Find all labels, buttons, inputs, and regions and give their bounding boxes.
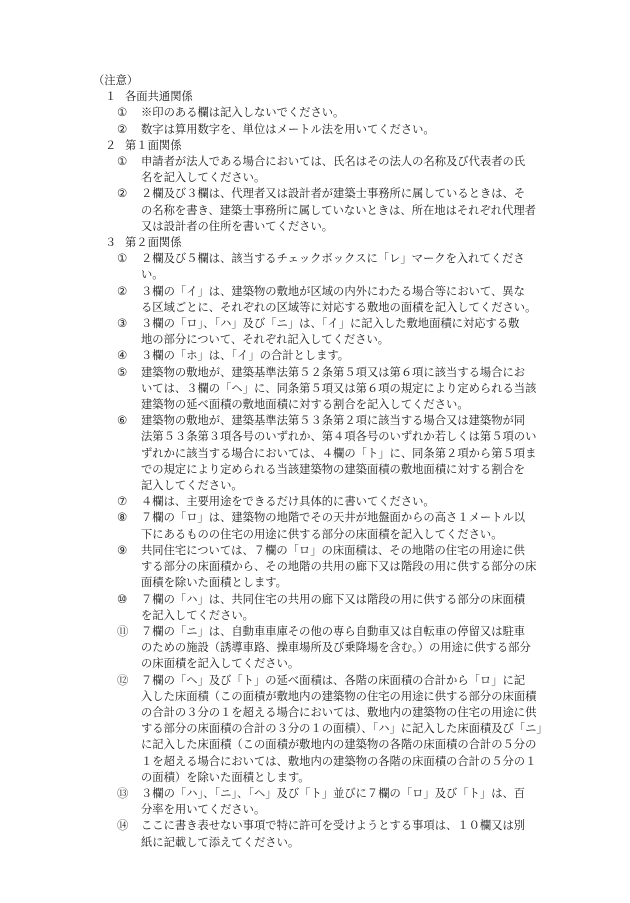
note-item xyxy=(117,818,570,850)
item-text-line: 地の部分について、それぞれ記入してください。 xyxy=(141,333,390,347)
item-text-line: 下にあるものの住宅の用途に供する部分の床面積を記入してください。 xyxy=(141,527,503,541)
item-text-line: の面積）を除いた面積とします。 xyxy=(141,770,310,784)
section-title-text: 各面共通関係 xyxy=(125,90,193,104)
item-text-line: する部分の床面積の合計の３分の１の面積）、「ハ」に記入した床面積及び「ニ」 xyxy=(141,722,548,736)
item-text-line: い。 xyxy=(141,268,164,282)
note-item xyxy=(117,494,570,510)
notes-body xyxy=(93,89,570,851)
item-number: ⑫ xyxy=(117,673,129,687)
section-title-text: 第１面関係 xyxy=(125,138,182,152)
note-item xyxy=(117,365,570,414)
item-text-line: ７欄の「ヘ」及び「ト」の延べ面積は、各階の床面積の合計から「ロ」に記 xyxy=(141,673,526,687)
note-item xyxy=(117,122,570,138)
item-text-line: ７欄の「ニ」は、自動車車庫その他の専ら自動車又は自転車の停留又は駐車 xyxy=(141,624,526,638)
item-text-line: に記入した床面積（この面積が敷地内の建築物の各階の床面積の合計の５分の xyxy=(141,738,537,752)
item-text-line: ３欄の「ホ」は、「イ」の合計とします。 xyxy=(141,349,350,363)
item-text-line: ３欄の「ハ」、「ニ」、「ヘ」及び「ト」並びに７欄の「ロ」及び「ト」は、百 xyxy=(141,786,526,800)
item-text xyxy=(141,510,570,542)
item-text-line: 又は設計者の住所を書いてください。 xyxy=(141,219,334,233)
item-number: ⑧ xyxy=(117,511,128,525)
section-number: ２ xyxy=(105,138,117,152)
item-number: ⑪ xyxy=(117,624,129,638)
item-text-line: 建築物の敷地が、建築基準法第５３条第２項に該当する場合又は建築物が同 xyxy=(141,414,526,428)
item-text xyxy=(141,592,570,624)
item-text-line: ずれかに該当する場合においては、４欄の「ト」に、同条第２項から第５項ま xyxy=(141,446,537,460)
item-number: ⑩ xyxy=(117,592,128,606)
item-number: ⑥ xyxy=(117,414,128,428)
item-text xyxy=(141,316,570,348)
item-text xyxy=(141,122,570,138)
item-number: ⑨ xyxy=(117,543,128,557)
item-text xyxy=(141,543,570,592)
item-text-line: １を超える場合においては、敷地内の建築物の各階の床面積の合計の５分の１ xyxy=(141,754,537,768)
item-text-line: ２欄及び３欄は、代理者又は設計者が建築士事務所に属しているときは、そ xyxy=(141,187,526,201)
item-text-line: の合計の３分の１を超える場合においては、敷地内の建築物の住宅の用途に供 xyxy=(141,705,537,719)
section-title-text: 第２面関係 xyxy=(125,236,182,250)
item-text-line: のための施設（誘導車路、操車場所及び乗降場を含む。）の用途に供する部分 xyxy=(141,641,531,655)
item-text xyxy=(141,413,570,494)
note-item xyxy=(117,592,570,624)
item-text xyxy=(141,818,570,850)
item-text-line: ２欄及び５欄は、該当するチェックボックスに「レ」マークを入れてくださ xyxy=(141,252,525,266)
note-item xyxy=(117,510,570,542)
item-text-line: 申請者が法人である場合においては、氏名はその法人の名称及び代表者の氏 xyxy=(141,155,526,169)
item-text-line: の床面積を記入してください。 xyxy=(141,657,300,671)
section-number: １ xyxy=(105,90,117,104)
note-item xyxy=(117,348,570,364)
note-item xyxy=(117,543,570,592)
item-number: ⑭ xyxy=(117,819,129,833)
note-item xyxy=(117,413,570,494)
item-text xyxy=(141,105,570,121)
item-text-line: る区域ごとに、それぞれの区域等に対応する敷地の面積を記入してください。 xyxy=(141,300,537,314)
item-number: ① xyxy=(117,106,128,120)
notes-heading: （注意） xyxy=(93,74,139,87)
section-title xyxy=(105,235,570,251)
item-text-line: 記入してください。 xyxy=(141,479,243,493)
item-text xyxy=(141,251,570,283)
item-text-line: 名を記入してください。 xyxy=(141,171,266,185)
item-text xyxy=(141,154,570,186)
item-text-line: ７欄の「ロ」は、建築物の地階でその天井が地盤面からの高さ１メートル以 xyxy=(141,511,526,525)
item-text xyxy=(141,624,570,673)
item-number: ② xyxy=(117,122,128,136)
item-number: ⑤ xyxy=(117,365,128,379)
section-number: ３ xyxy=(105,236,117,250)
note-item xyxy=(117,105,570,121)
item-text xyxy=(141,365,570,414)
item-number: ① xyxy=(117,155,128,169)
section-title xyxy=(105,89,570,105)
item-text xyxy=(141,786,570,818)
item-text-line: ３欄の「イ」は、建築物の敷地が区域の内外にわたる場合等において、異な xyxy=(141,284,525,298)
note-item xyxy=(117,316,570,348)
note-item xyxy=(117,251,570,283)
item-text-line: の名称を書き、建築士事務所に属していないときは、所在地はそれぞれ代理者 xyxy=(141,203,536,217)
item-number: ⑦ xyxy=(117,495,128,509)
item-number: ② xyxy=(117,187,128,201)
item-text-line: ３欄の「ロ」、「ハ」及び「ニ」は、「イ」に記入した敷地面積に対応する敷 xyxy=(141,317,520,331)
item-text-line: ここに書き表せない事項で特に許可を受けようとする事項は、１０欄又は別 xyxy=(141,819,526,833)
item-text-line: を記入してください。 xyxy=(141,608,254,622)
item-text-line: 建築物の延べ面積の敷地面積に対する割合を記入してください。 xyxy=(141,398,469,412)
note-item xyxy=(117,624,570,673)
note-item xyxy=(117,154,570,186)
item-text xyxy=(141,284,570,316)
item-text-line: 数字は算用数字を、単位はメートル法を用いてください。 xyxy=(141,122,435,136)
item-text-line: いては、３欄の「ヘ」に、同条第５項又は第６項の規定により定められる当該 xyxy=(141,381,537,395)
section-title xyxy=(105,138,570,154)
item-text-line: 面積を除いた面積とします。 xyxy=(141,576,287,590)
item-number: ② xyxy=(117,284,128,298)
item-text-line: する部分の床面積から、その地階の共用の廊下又は階段の用に供する部分の床 xyxy=(141,560,537,574)
item-text-line: 紙に記載して添えてください。 xyxy=(141,835,300,849)
note-item xyxy=(117,186,570,235)
item-text-line: ４欄は、主要用途をできるだけ具体的に書いてください。 xyxy=(141,495,435,509)
item-text-line: 共同住宅については、７欄の「ロ」の床面積は、その地階の住宅の用途に供 xyxy=(141,543,525,557)
item-text-line: ※印のある欄は記入しないでください。 xyxy=(141,106,345,120)
item-text-line: ７欄の「ハ」は、共同住宅の共用の廊下又は階段の用に供する部分の床面積 xyxy=(141,592,526,606)
item-text xyxy=(141,186,570,235)
item-text xyxy=(141,673,570,786)
note-item xyxy=(117,786,570,818)
item-text-line: 分率を用いてください。 xyxy=(141,803,266,817)
item-number: ⑬ xyxy=(117,786,129,800)
item-text xyxy=(141,348,570,364)
item-text-line: 建築物の敷地が、建築基準法第５２条第５項又は第６項に該当する場合にお xyxy=(141,365,526,379)
item-text-line: 法第５３条第３項各号のいずれか、第４項各号のいずれか若しくは第５項のい xyxy=(141,430,537,444)
item-text xyxy=(141,494,570,510)
item-text-line: 入した床面積（この面積が敷地内の建築物の住宅の用途に供する部分の床面積 xyxy=(141,689,537,703)
item-number: ④ xyxy=(117,349,128,363)
item-number: ③ xyxy=(117,317,128,331)
item-number: ① xyxy=(117,252,128,266)
note-item xyxy=(117,673,570,786)
item-text-line: での規定により定められる当該建築物の建築面積の敷地面積に対する割合を xyxy=(141,462,526,476)
note-item xyxy=(117,284,570,316)
